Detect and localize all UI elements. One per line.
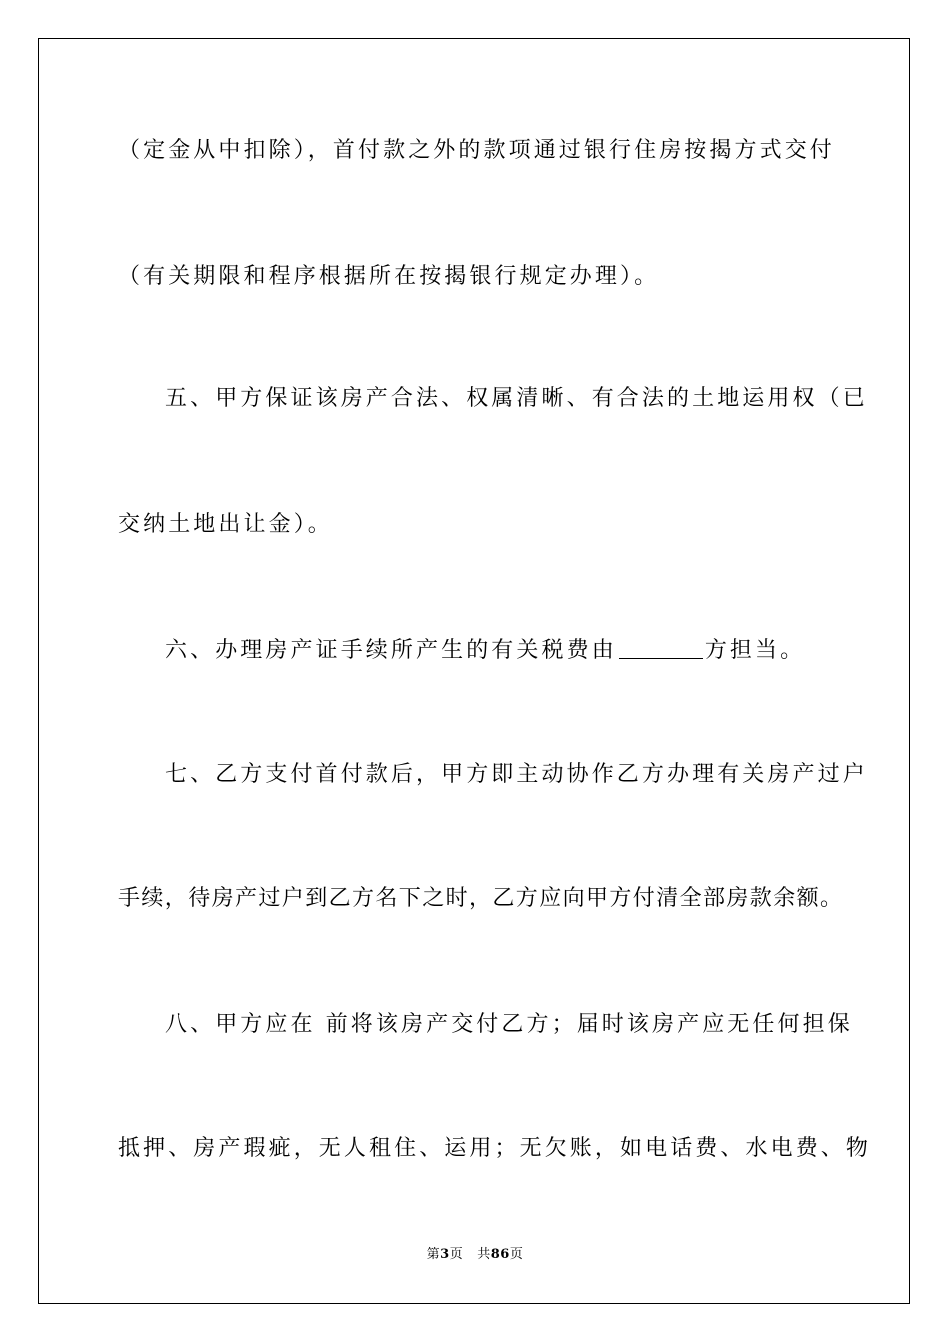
line-5-before-blank: 六、办理房产证手续所产生的有关税费由 [165,638,617,663]
paragraph-line-4: 交纳土地出让金）。 [118,512,333,537]
paragraph-line-9: 抵押、房产瑕疵，无人租住、运用；无欠账，如电话费、水电费、物 [118,1136,872,1161]
paragraph-line-7: 手续，待房产过户到乙方名下之时，乙方应向甲方付清全部房款余额。 [118,886,844,911]
footer-page-prefix: 第 [426,1247,441,1262]
paragraph-line-8: 八、甲方应在 前将该房产交付乙方；届时该房产应无任何担保 [165,1012,853,1037]
page-footer [0,1246,950,1264]
paragraph-line-2: （有关期限和程序根据所在按揭银行规定办理）。 [118,264,660,289]
paragraph-line-6: 七、乙方支付首付款后，甲方即主动协作乙方办理有关房产过户 [165,762,868,787]
footer-total-pages: 86 [490,1247,510,1262]
footer-total-suffix: 页 [509,1247,524,1262]
paragraph-line-1: （定金从中扣除），首付款之外的款项通过银行住房按揭方式交付 [118,138,835,163]
footer-total-prefix: 共 [477,1247,491,1262]
footer-page-suffix: 页 [449,1247,464,1262]
paragraph-line-5 [165,636,830,666]
line-5-after-blank: 方担当。 [704,638,806,663]
footer-page-number: 3 [440,1247,450,1262]
paragraph-line-3: 五、甲方保证该房产合法、权属清晰、有合法的土地运用权（已 [165,386,868,411]
page-border [38,38,910,1304]
fill-in-blank [619,638,703,659]
